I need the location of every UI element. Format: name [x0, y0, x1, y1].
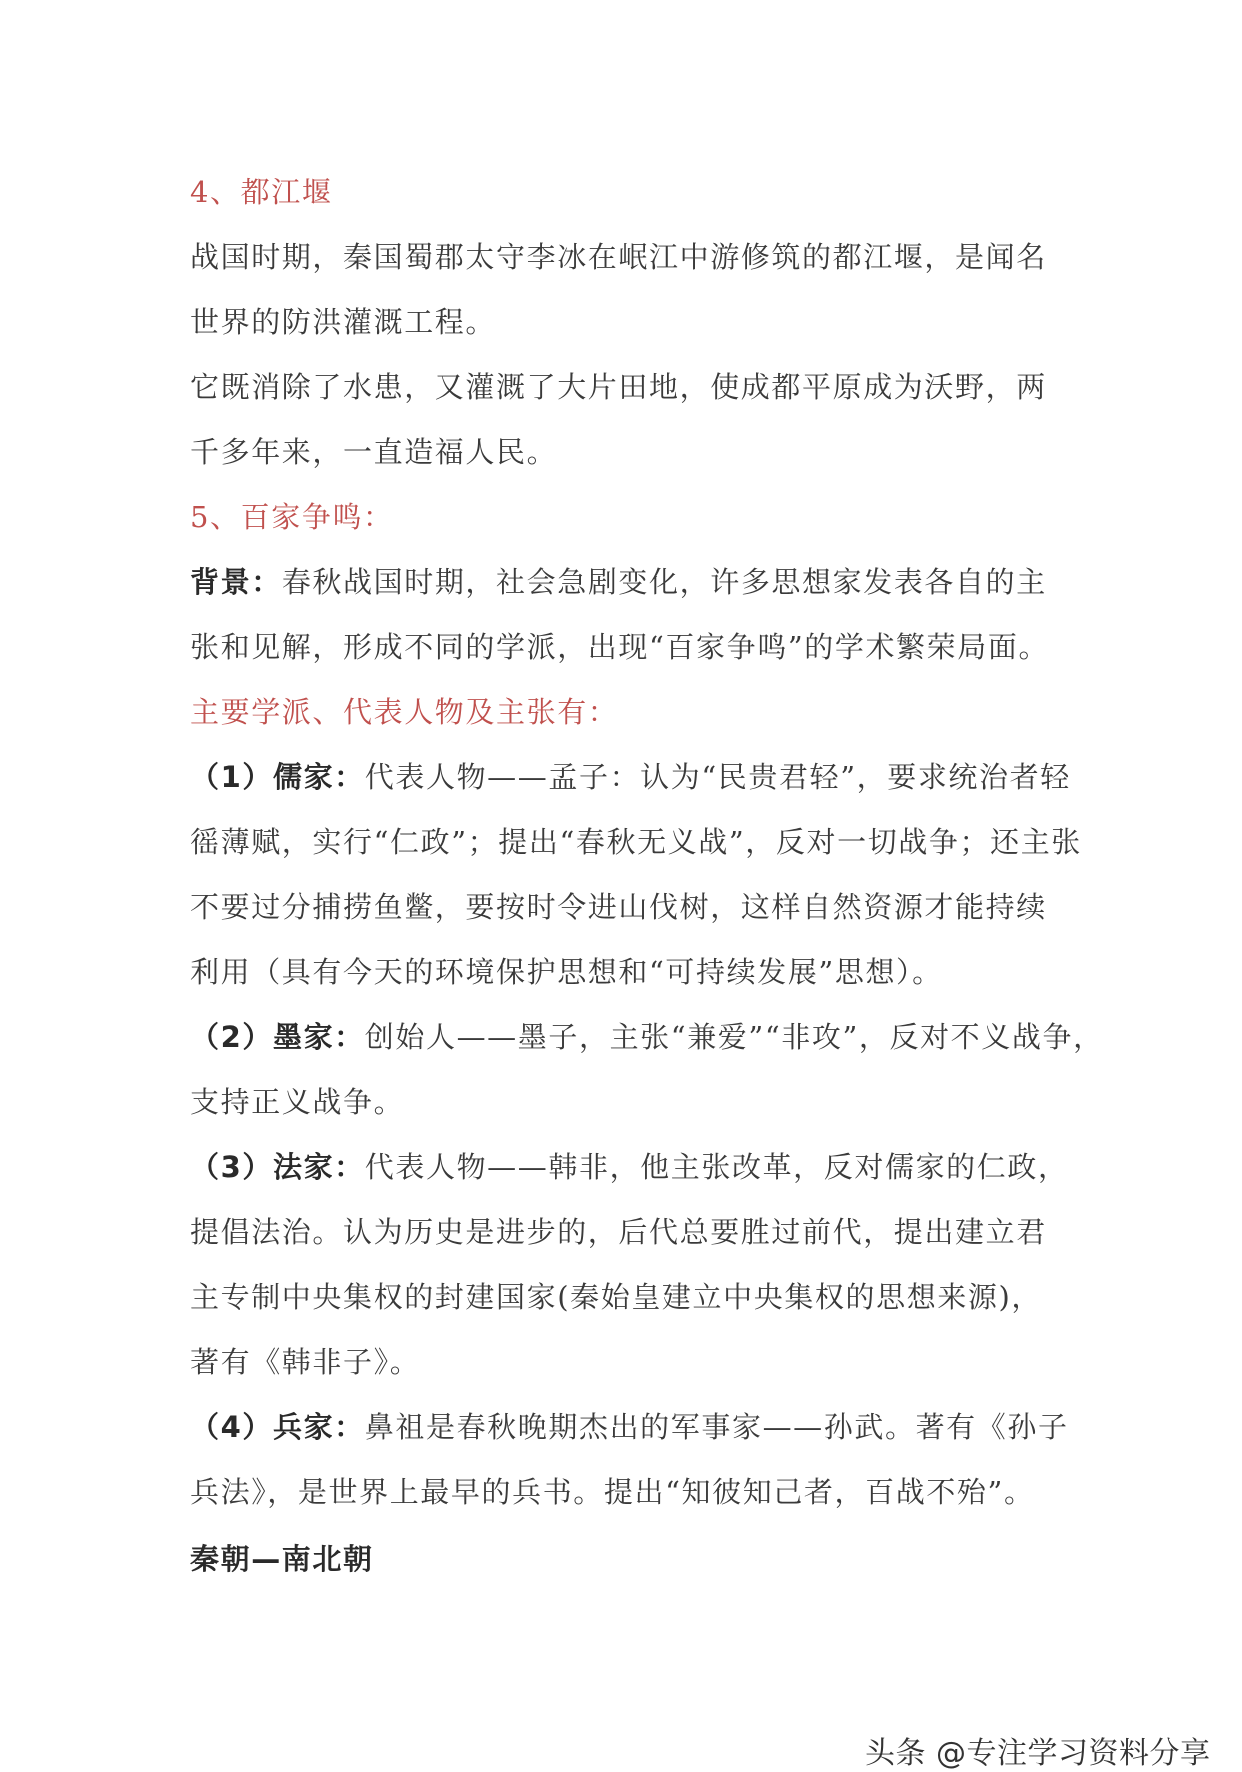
paragraph-text: 代表人物——孟子：认为“民贵君轻”，要求统治者轻 [364, 760, 1071, 794]
background-label: 背景： [190, 565, 282, 599]
school-item-military [190, 1395, 1070, 1460]
watermark: 头条 @专注学习资料分享 [865, 1736, 1211, 1771]
paragraph-line: 提倡法治。认为历史是进步的，后代总要胜过前代，提出建立君 [190, 1215, 1047, 1249]
section-heading-dujiangyan: 4、都江堰 [190, 175, 333, 209]
schools-heading: 主要学派、代表人物及主张有： [190, 695, 619, 729]
school-label: （2）墨家： [190, 1020, 365, 1054]
school-label: （4）兵家： [190, 1410, 365, 1444]
school-item-mohism [190, 1005, 1104, 1070]
paragraph-text: 鼻祖是春秋晚期杰出的军事家——孙武。著有《孙子 [364, 1410, 1069, 1444]
paragraph-text: 代表人物——韩非，他主张改革，反对儒家的仁政， [364, 1150, 1069, 1184]
paragraph-line: 战国时期，秦国蜀郡太守李冰在岷江中游修筑的都江堰，是闻名 [190, 240, 1047, 274]
paragraph-line: 利用（具有今天的环境保护思想和“可持续发展”思想）。 [190, 955, 943, 989]
section-heading-baijia: 5、百家争鸣： [190, 500, 394, 534]
school-item-legalism [190, 1135, 1070, 1200]
paragraph-line: 主专制中央集权的封建国家(秦始皇建立中央集权的思想来源)， [190, 1280, 1043, 1314]
paragraph-line: 著有《韩非子》。 [190, 1345, 421, 1379]
paragraph-line: 张和见解，形成不同的学派，出现“百家争鸣”的学术繁荣局面。 [190, 630, 1050, 664]
paragraph-text: 创始人——墨子，主张“兼爱”“非攻”，反对不义战争， [364, 1020, 1104, 1054]
background-paragraph [190, 550, 1070, 615]
paragraph-line: 徭薄赋，实行“仁政”；提出“春秋无义战”，反对一切战争；还主张 [190, 825, 1082, 859]
paragraph-line: 不要过分捕捞鱼鳖，要按时令进山伐树，这样自然资源才能持续 [190, 890, 1047, 924]
paragraph-line: 支持正义战争。 [190, 1085, 405, 1119]
school-label: （3）法家： [190, 1150, 365, 1184]
paragraph-line: 千多年来，一直造福人民。 [190, 435, 558, 469]
paragraph-line: 世界的防洪灌溉工程。 [190, 305, 497, 339]
school-item-confucianism [190, 745, 1070, 810]
next-section-heading: 秦朝—南北朝 [190, 1542, 374, 1576]
school-label: （1）儒家： [190, 760, 365, 794]
paragraph-line: 它既消除了水患，又灌溉了大片田地，使成都平原成为沃野，两 [190, 370, 1047, 404]
document-page [190, 160, 1104, 1592]
paragraph-line: 兵法》，是世界上最早的兵书。提出“知彼知己者，百战不殆”。 [190, 1475, 1035, 1509]
paragraph-text: 春秋战国时期，社会急剧变化，许多思想家发表各自的主 [281, 565, 1047, 599]
